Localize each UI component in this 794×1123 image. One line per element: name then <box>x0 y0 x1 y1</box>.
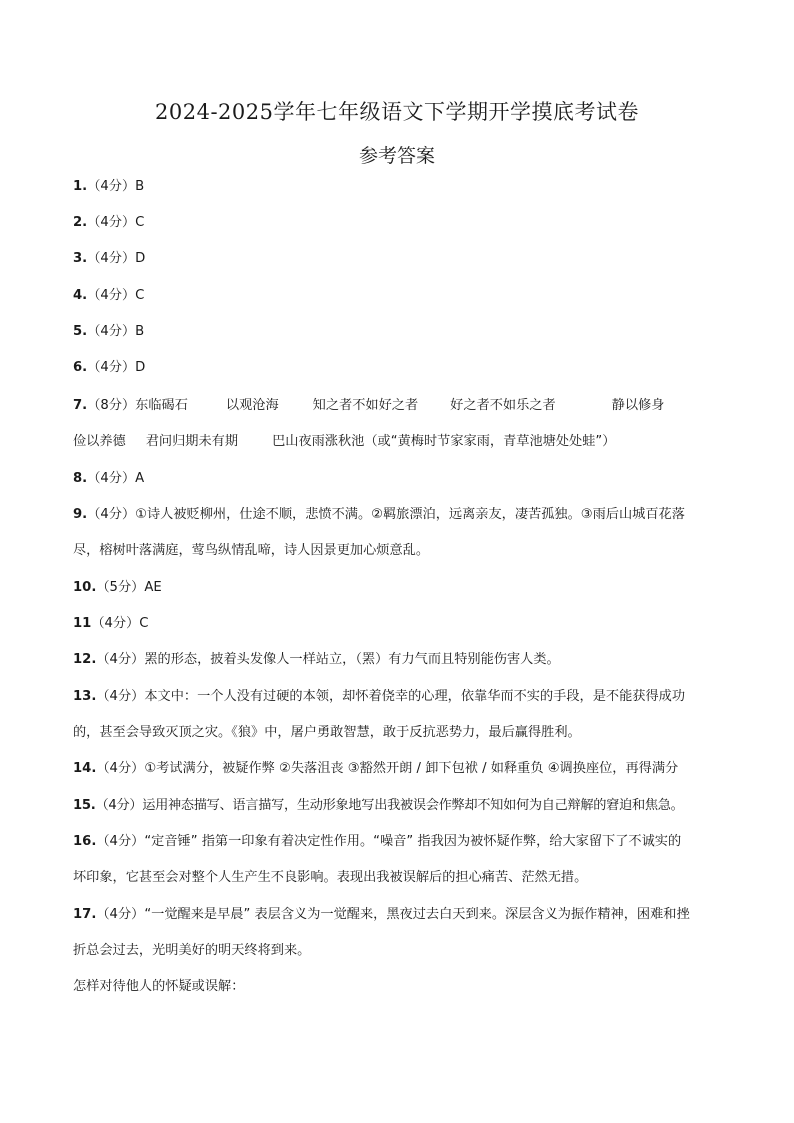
answer-2 <box>73 214 144 232</box>
answer-text: 的，甚至会导致灭顶之灾。《狼》中，屠户勇敢智慧，敢于反抗恶势力，最后赢得胜利。 <box>73 725 581 740</box>
answer-number: 16. <box>73 834 97 849</box>
answer-17-line-2 <box>73 942 310 960</box>
answer-text: 折总会过去，光明美好的明天终将到来。 <box>73 943 311 958</box>
answer-text: （4分）D <box>87 360 146 375</box>
answer-12 <box>73 651 560 669</box>
answer-9-line-2 <box>73 542 429 560</box>
answer-part: 东临碣石 <box>135 398 188 413</box>
answer-15 <box>73 797 684 815</box>
answer-11 <box>73 615 149 633</box>
answer-part: 俭以养德 <box>73 434 126 449</box>
answer-16-line-1 <box>73 833 681 851</box>
answer-number: 10. <box>73 580 97 595</box>
answer-9-line-1 <box>73 506 685 524</box>
answer-text: （4分）①诗人被贬柳州，仕途不顺，悲愤不满。②羁旅漂泊，远离亲友，凄苦孤独。③雨后山城百花落 <box>87 507 685 522</box>
answer-14 <box>73 760 678 778</box>
answer-part: 知之者不如好之者 <box>312 398 419 413</box>
answer-number: 9. <box>73 507 88 522</box>
answer-text: 坏印象，它甚至会对整个人生产生不良影响。表现出我被误解后的担心痛苦、茫然无措。 <box>73 870 588 885</box>
answer-13-line-1 <box>73 688 685 706</box>
answer-13-line-2 <box>73 724 581 742</box>
page-title: 2024-2025学年七年级语文下学期开学摸底考试卷 <box>155 100 639 124</box>
answer-number: 11 <box>73 616 92 631</box>
answer-number: 12. <box>73 652 97 667</box>
answer-part: 君问归期未有期 <box>145 434 239 449</box>
answer-part: 好之者不如乐之者 <box>450 398 556 413</box>
answer-part: 静以修身 <box>611 398 665 413</box>
answer-text: （4分）C <box>91 616 149 631</box>
answer-number: 1. <box>73 179 88 194</box>
answer-5 <box>73 323 144 341</box>
page-subtitle: 参考答案 <box>358 145 435 167</box>
closing-prompt: 怎样对待他人的怀疑或误解： <box>73 979 245 994</box>
answer-text: （4分）A <box>87 471 145 486</box>
answer-number: 5. <box>73 324 88 339</box>
answer-1 <box>73 178 144 196</box>
answer-number: 6. <box>73 360 88 375</box>
answer-number: 3. <box>73 251 88 266</box>
answer-text: （4分）C <box>87 215 145 230</box>
answer-number: 15. <box>73 798 96 813</box>
answer-number: 7. <box>73 398 88 413</box>
answer-text: （4分）“一觉醒来是早晨” 表层含义为一觉醒来，黑夜过去白天到来。深层含义为振作精神，困难和挫 <box>96 907 690 922</box>
answer-text: 尽，榕树叶落满庭，莺鸟纵情乱啼，诗人因景更加心烦意乱。 <box>73 543 430 558</box>
answer-number: 17. <box>73 907 97 922</box>
answer-16-line-2 <box>73 869 587 887</box>
answer-text: （4分）罴的形态，披着头发像人一样站立，（罴）有力气而且特别能伤害人类。 <box>96 652 560 667</box>
answer-number: 2. <box>73 215 88 230</box>
answer-number: 8. <box>73 471 88 486</box>
answer-number: 4. <box>73 288 88 303</box>
answer-text: （5分）AE <box>96 580 162 595</box>
answer-part: 以观沧海 <box>225 398 279 413</box>
answer-number: 13. <box>73 689 97 704</box>
answer-text: （4分）运用神态描写、语言描写，生动形象地写出我被误会作弊却不知如何为自己辩解的窘迫和焦急。 <box>95 798 684 813</box>
answer-number: 14. <box>73 761 97 776</box>
answer-text: （4分）本文中：一个人没有过硬的本领，却怀着侥幸的心理，依靠华而不实的手段，是不能获得成功 <box>96 689 686 704</box>
answer-text: （4分）D <box>87 251 146 266</box>
answer-8 <box>73 470 144 488</box>
answer-10 <box>73 579 162 597</box>
answer-7-line-1 <box>73 397 664 415</box>
answer-text: （4分）B <box>87 179 145 194</box>
answer-7-line-2 <box>73 433 615 451</box>
answer-17-line-1 <box>73 906 690 924</box>
answer-4 <box>73 287 144 305</box>
answer-text: （4分）“定音锤” 指第一印象有着决定性作用。“噪音” 指我因为被怀疑作弊，给大家留下了不诚实的 <box>96 834 682 849</box>
answer-part: 巴山夜雨涨秋池（或“黄梅时节家家雨，青草池塘处处蛙”） <box>272 434 616 449</box>
answer-3 <box>73 250 145 268</box>
answer-text: （4分）C <box>87 288 145 303</box>
answer-6 <box>73 359 145 377</box>
answer-text: （4分）①考试满分，被疑作弊 ②失落沮丧 ③豁然开朗 / 卸下包袱 / 如释重负 ④调换座位，再得满分 <box>96 761 679 776</box>
answer-text: （4分）B <box>87 324 145 339</box>
answer-score: （8分） <box>87 398 136 413</box>
